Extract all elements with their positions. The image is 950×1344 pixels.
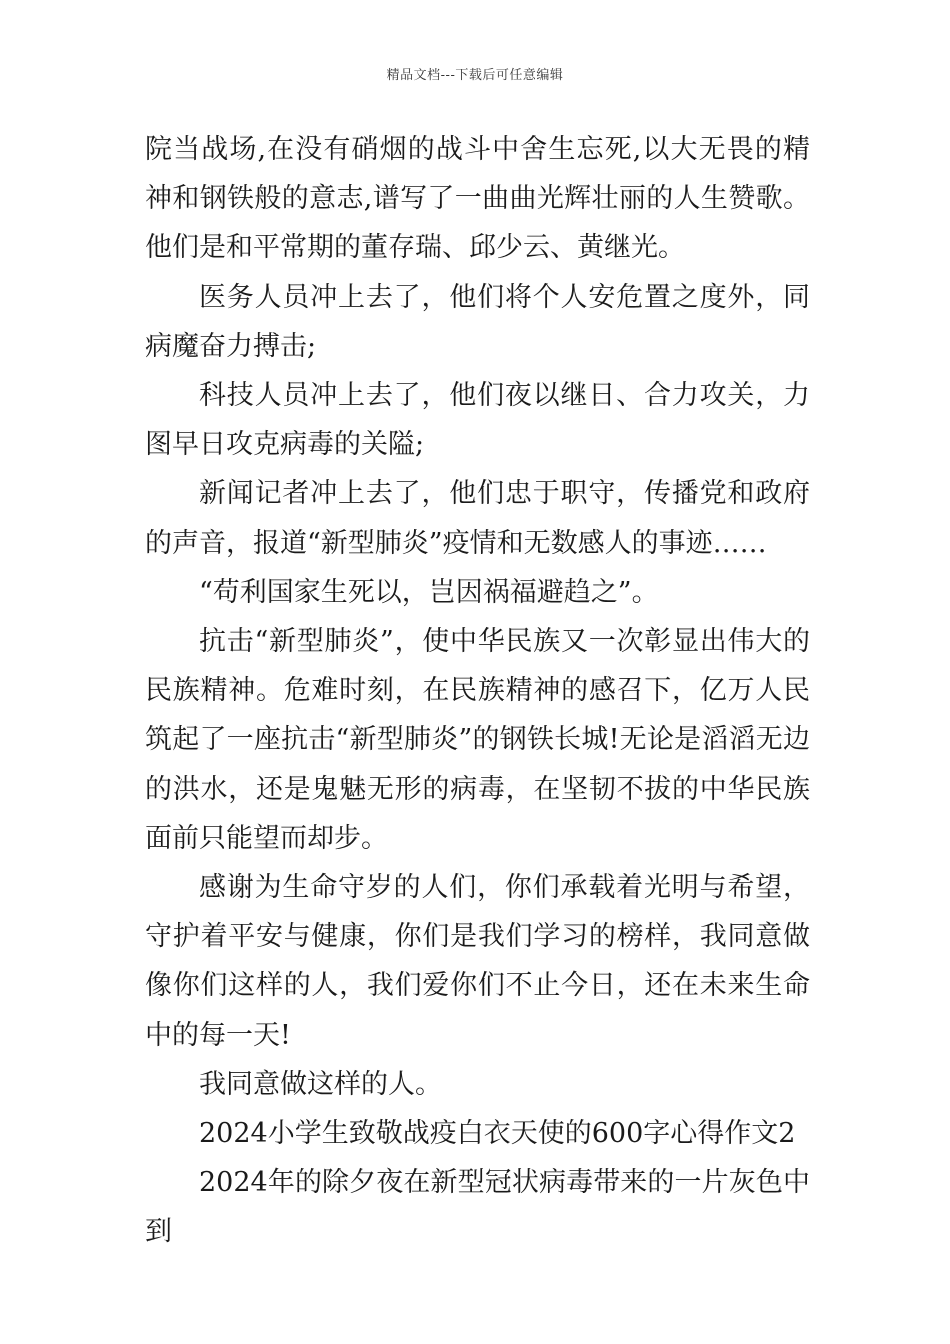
document-body (145, 125, 810, 1257)
paragraph: 医务人员冲上去了，他们将个人安危置之度外，同病魔奋力搏击; (145, 281, 810, 362)
quote-paragraph: “苟利国家生死以，岂因祸福避趋之”。 (199, 576, 659, 608)
paragraph: 院当战场,在没有硝烟的战斗中舍生忘死,以大无畏的精神和钢铁般的意志,谱写了一曲曲光辉壮丽的人生赞歌。他们是和平常期的董存瑞、邱少云、黄继光。 (145, 134, 810, 264)
section-title: 2024小学生致敬战疫白衣天使的600字心得作文2 (199, 1118, 796, 1150)
paragraph: 我同意做这样的人。 (199, 1068, 442, 1100)
paragraph: 抗击“新型肺炎”，使中华民族又一次彰显出伟大的民族精神。危难时刻，在民族精神的感召下，亿万人民筑起了一座抗击“新型肺炎”的钢铁长城!无论是滔滔无边的洪水，还是鬼魅无形的病毒，在坚韧不拔的中华民族面前只能望而却步。 (145, 626, 810, 854)
paragraph: 新闻记者冲上去了，他们忠于职守，传播党和政府的声音，报道“新型肺炎”疫情和无数感人的事迹…… (145, 478, 810, 559)
paragraph: 感谢为生命守岁的人们，你们承载着光明与希望，守护着平安与健康，你们是我们学习的榜样，我同意做像你们这样的人，我们爱你们不止今日，还在未来生命中的每一天! (145, 872, 810, 1051)
paragraph: 科技人员冲上去了，他们夜以继日、合力攻关，力图早日攻克病毒的关隘; (145, 380, 810, 461)
page-header: 精品文档---下载后可任意编辑 (386, 68, 564, 83)
paragraph: 2024年的除夕夜在新型冠状病毒带来的一片灰色中到 (145, 1167, 810, 1248)
